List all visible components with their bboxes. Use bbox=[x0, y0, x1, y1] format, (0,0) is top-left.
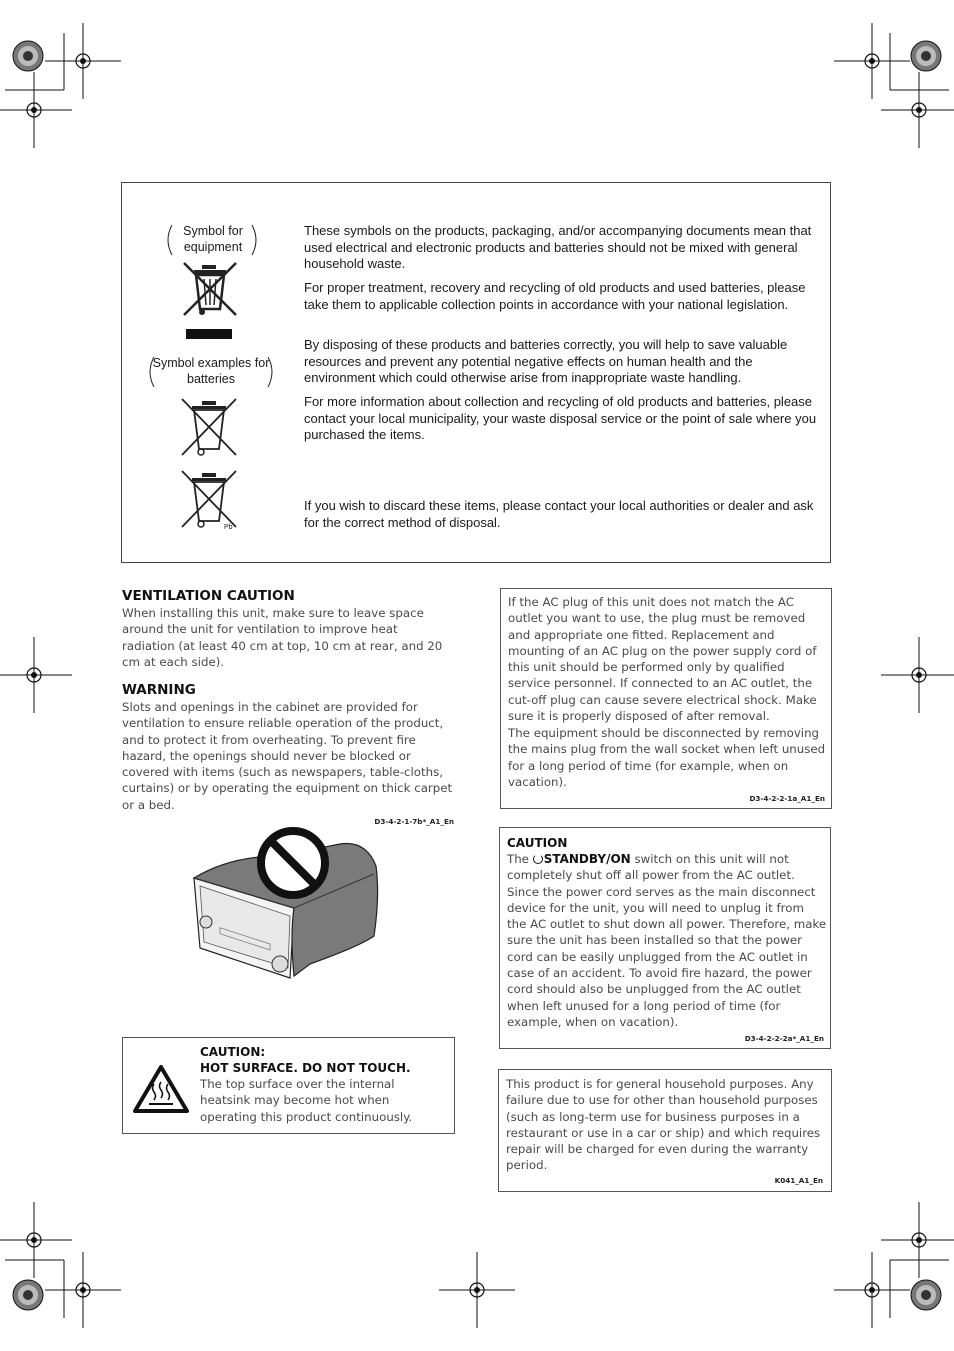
symbol-equipment-label: Symbol for equipment bbox=[183, 224, 243, 254]
ac-plug-code: D3-4-2-2-1a_A1_En bbox=[749, 794, 825, 803]
standby-body: switch on this unit will not completely shut off all power from the AC outlet. Since the power cord serves as the main disconnect device for the unit, you will need to unplug it from the AC outlet to shut down all power. Therefore, make sure the unit has been installed so that the power cord can be easily unplugged from the AC outlet in case of an accident. To avoid fire hazard, the power cord should also be unplugged from the AC outlet when left unused for a long period of time (for example, when on vacation). bbox=[507, 852, 827, 1029]
standby-code: D3-4-2-2-2a*_A1_En bbox=[744, 1034, 824, 1043]
ac-plug-text-1: If the AC plug of this unit does not match the AC outlet you want to use, the plug must be removed and appropriate one fitted. Replacement and mounting of an AC plug on the power supply cord of this unit should be performed only by qualified service personnel. If connected to an AC outlet, the cut-off plug can cause severe electrical shock. Make sure it is properly disposed of after removal. bbox=[508, 595, 817, 724]
warning-code: D3-4-2-1-7b*_A1_En bbox=[374, 817, 454, 826]
weee-paragraph-5: If you wish to discard these items, please contact your local authorities or dealer and ask for the correct method of disposal. bbox=[304, 498, 814, 530]
ventilation-heading: VENTILATION CAUTION bbox=[122, 588, 295, 604]
covered-receiver-illustration bbox=[190, 826, 386, 984]
symbol-batteries-label: Symbol examples for batteries bbox=[152, 356, 270, 386]
weee-paragraph-2: For proper treatment, recovery and recycling of old products and used batteries, please take them to applicable collection points in accordance with your national legislation. bbox=[304, 280, 806, 312]
hot-surface-box bbox=[122, 1037, 455, 1134]
standby-caution-title: CAUTION bbox=[507, 836, 568, 850]
weee-disposal-box bbox=[121, 182, 831, 563]
ac-plug-text-2: The equipment should be disconnected by removing the mains plug from the wall socket when left unused for a long period of time (for example, when on vacation). bbox=[508, 726, 826, 789]
weee-paragraph-1: These symbols on the products, packaging, and/or accompanying documents mean that used electrical and electronic products and batteries should not be mixed with general household waste. bbox=[304, 223, 812, 272]
crossed-bin-equipment-icon bbox=[182, 261, 240, 341]
crossed-bin-battery-pb-icon bbox=[180, 469, 240, 531]
standby-switch-name: STANDBY/ON bbox=[543, 852, 631, 866]
crossed-bin-battery-icon bbox=[180, 397, 240, 459]
standby-caution-box bbox=[499, 827, 831, 1049]
symbol-equipment-brackets bbox=[164, 221, 260, 259]
ventilation-text: When installing this unit, make sure to leave space around the unit for ventilation to improve heat radiation (at least 40 cm at top, 10 cm at rear, and 20 cm at each side). bbox=[122, 606, 443, 669]
hot-surface-text: The top surface over the internal heatsink may become hot when operating this product continuously. bbox=[200, 1077, 413, 1124]
hot-surface-title-1: CAUTION: bbox=[200, 1045, 266, 1059]
household-box bbox=[498, 1069, 832, 1192]
weee-paragraph-4: For more information about collection and recycling of old products and batteries, please contact your local municipality, your waste disposal service or the point of sale where you purchased the items. bbox=[304, 394, 817, 443]
pb-mark: Pb bbox=[224, 524, 233, 531]
hot-surface-title-2: HOT SURFACE. DO NOT TOUCH. bbox=[200, 1061, 411, 1075]
symbol-batteries-brackets bbox=[146, 353, 276, 391]
warning-heading: WARNING bbox=[122, 682, 196, 698]
warning-text: Slots and openings in the cabinet are provided for ventilation to ensure reliable operation of the product, and to protect it from overheating. To prevent fire hazard, the openings should never be blocked or covered with items (such as newspapers, table-cloths, curtains) or by operating the equipment on thick carpet or a bed. bbox=[122, 700, 453, 812]
hot-surface-warning-icon bbox=[133, 1064, 189, 1114]
standby-caution-text bbox=[507, 851, 827, 1030]
standby-prefix: The bbox=[507, 852, 533, 866]
power-icon bbox=[533, 854, 543, 864]
ac-plug-box bbox=[500, 588, 832, 809]
household-code: K041_A1_En bbox=[774, 1176, 823, 1185]
household-text: This product is for general household purposes. Any failure due to use for other than household purposes (such as long-term use for business purposes in a restaurant or use in a car or ship) and which requires repair will be charged for even during the warranty period. bbox=[506, 1077, 821, 1173]
weee-paragraph-3: By disposing of these products and batteries correctly, you will help to save valuable resources and prevent any potential negative effects on human health and the environment which could otherwise arise from inappropriate waste handling. bbox=[304, 337, 788, 386]
